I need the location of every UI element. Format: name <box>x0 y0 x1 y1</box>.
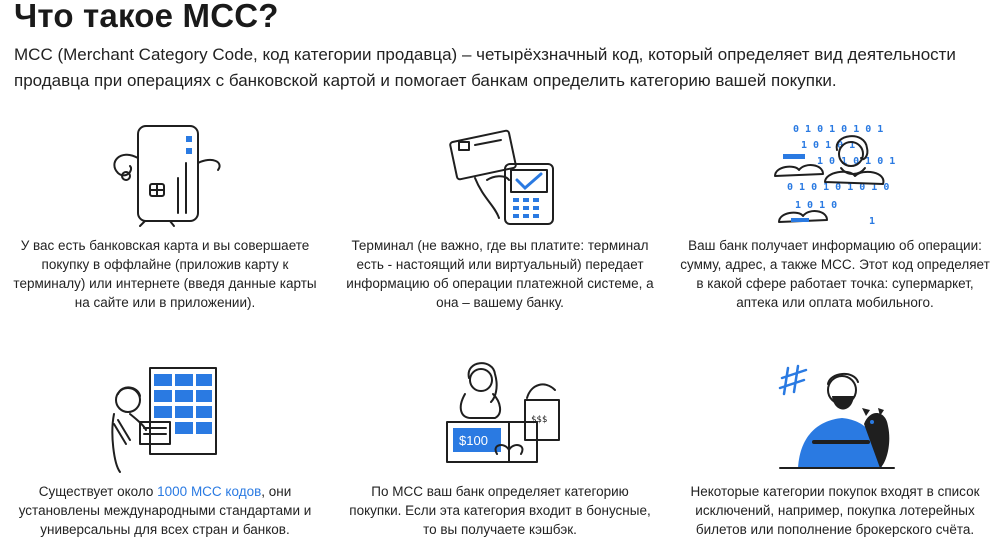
binary-row: 0 1 0 1 0 1 0 1 0 <box>787 182 890 193</box>
mcc-codes-link[interactable]: 1000 MCC кодов <box>157 484 262 499</box>
mcc-steps-grid <box>0 110 1000 546</box>
step-card-text <box>10 482 320 539</box>
step-card-text: Ваш банк получает информацию об операции: сумму, адрес, а также MCC. Этот код определяет в какой сфере работает точка: супермаркет, аптека или оплата мобильного. <box>680 238 990 310</box>
tag-text: $$$ <box>531 415 548 425</box>
gift-amount-text: $100 <box>459 433 488 448</box>
codes-text-before: Существует около <box>38 484 158 499</box>
gift-cashback-icon <box>435 358 565 468</box>
binary-row: 1 0 1 0 1 <box>801 140 856 151</box>
binary-data-person-icon <box>765 118 905 228</box>
file-cabinet-icon <box>100 364 230 474</box>
binary-row: 1 0 1 0 <box>795 200 838 211</box>
bank-card-character-icon <box>100 118 230 228</box>
page-title: Что такое МСС? <box>14 0 279 34</box>
binary-row: 1 <box>869 216 876 227</box>
payment-terminal-icon <box>435 118 565 228</box>
step-card-text: Некоторые категории покупок входят в список исключений, например, покупка лотерейных билетов или пополнение брокерского счёта. <box>690 484 980 537</box>
step-card-text: У вас есть банковская карта и вы совершаете покупку в оффлайне (приложив карту к терминалу) или интернете (введя данные карты на сайте или в приложении). <box>13 238 317 310</box>
step-card-text: По MCC ваш банк определяет категорию покупки. Если эта категория входит в бонусные, то вы получаете кэшбэк. <box>349 484 651 537</box>
page-intro: MCC (Merchant Category Code, код категории продавца) – четырёхзначный код, который определяет вид деятельности продавца при операциях с банковской картой и помогает банкам определить категорию вашей покупки. <box>14 45 956 90</box>
man-with-cat-icon <box>770 364 900 474</box>
step-card-text: Терминал (не важно, где вы платите: терминал есть - настоящий или виртуальный) передает информацию об операции платежной системе, а она – вашему банку. <box>346 238 654 310</box>
binary-row: 0 1 0 1 0 1 0 1 <box>793 124 884 135</box>
binary-row: 1 0 1 0 1 0 1 <box>817 156 896 167</box>
codes-text-after: , они установлены международными стандартами и универсальны для всех стран и банков. <box>18 484 312 537</box>
